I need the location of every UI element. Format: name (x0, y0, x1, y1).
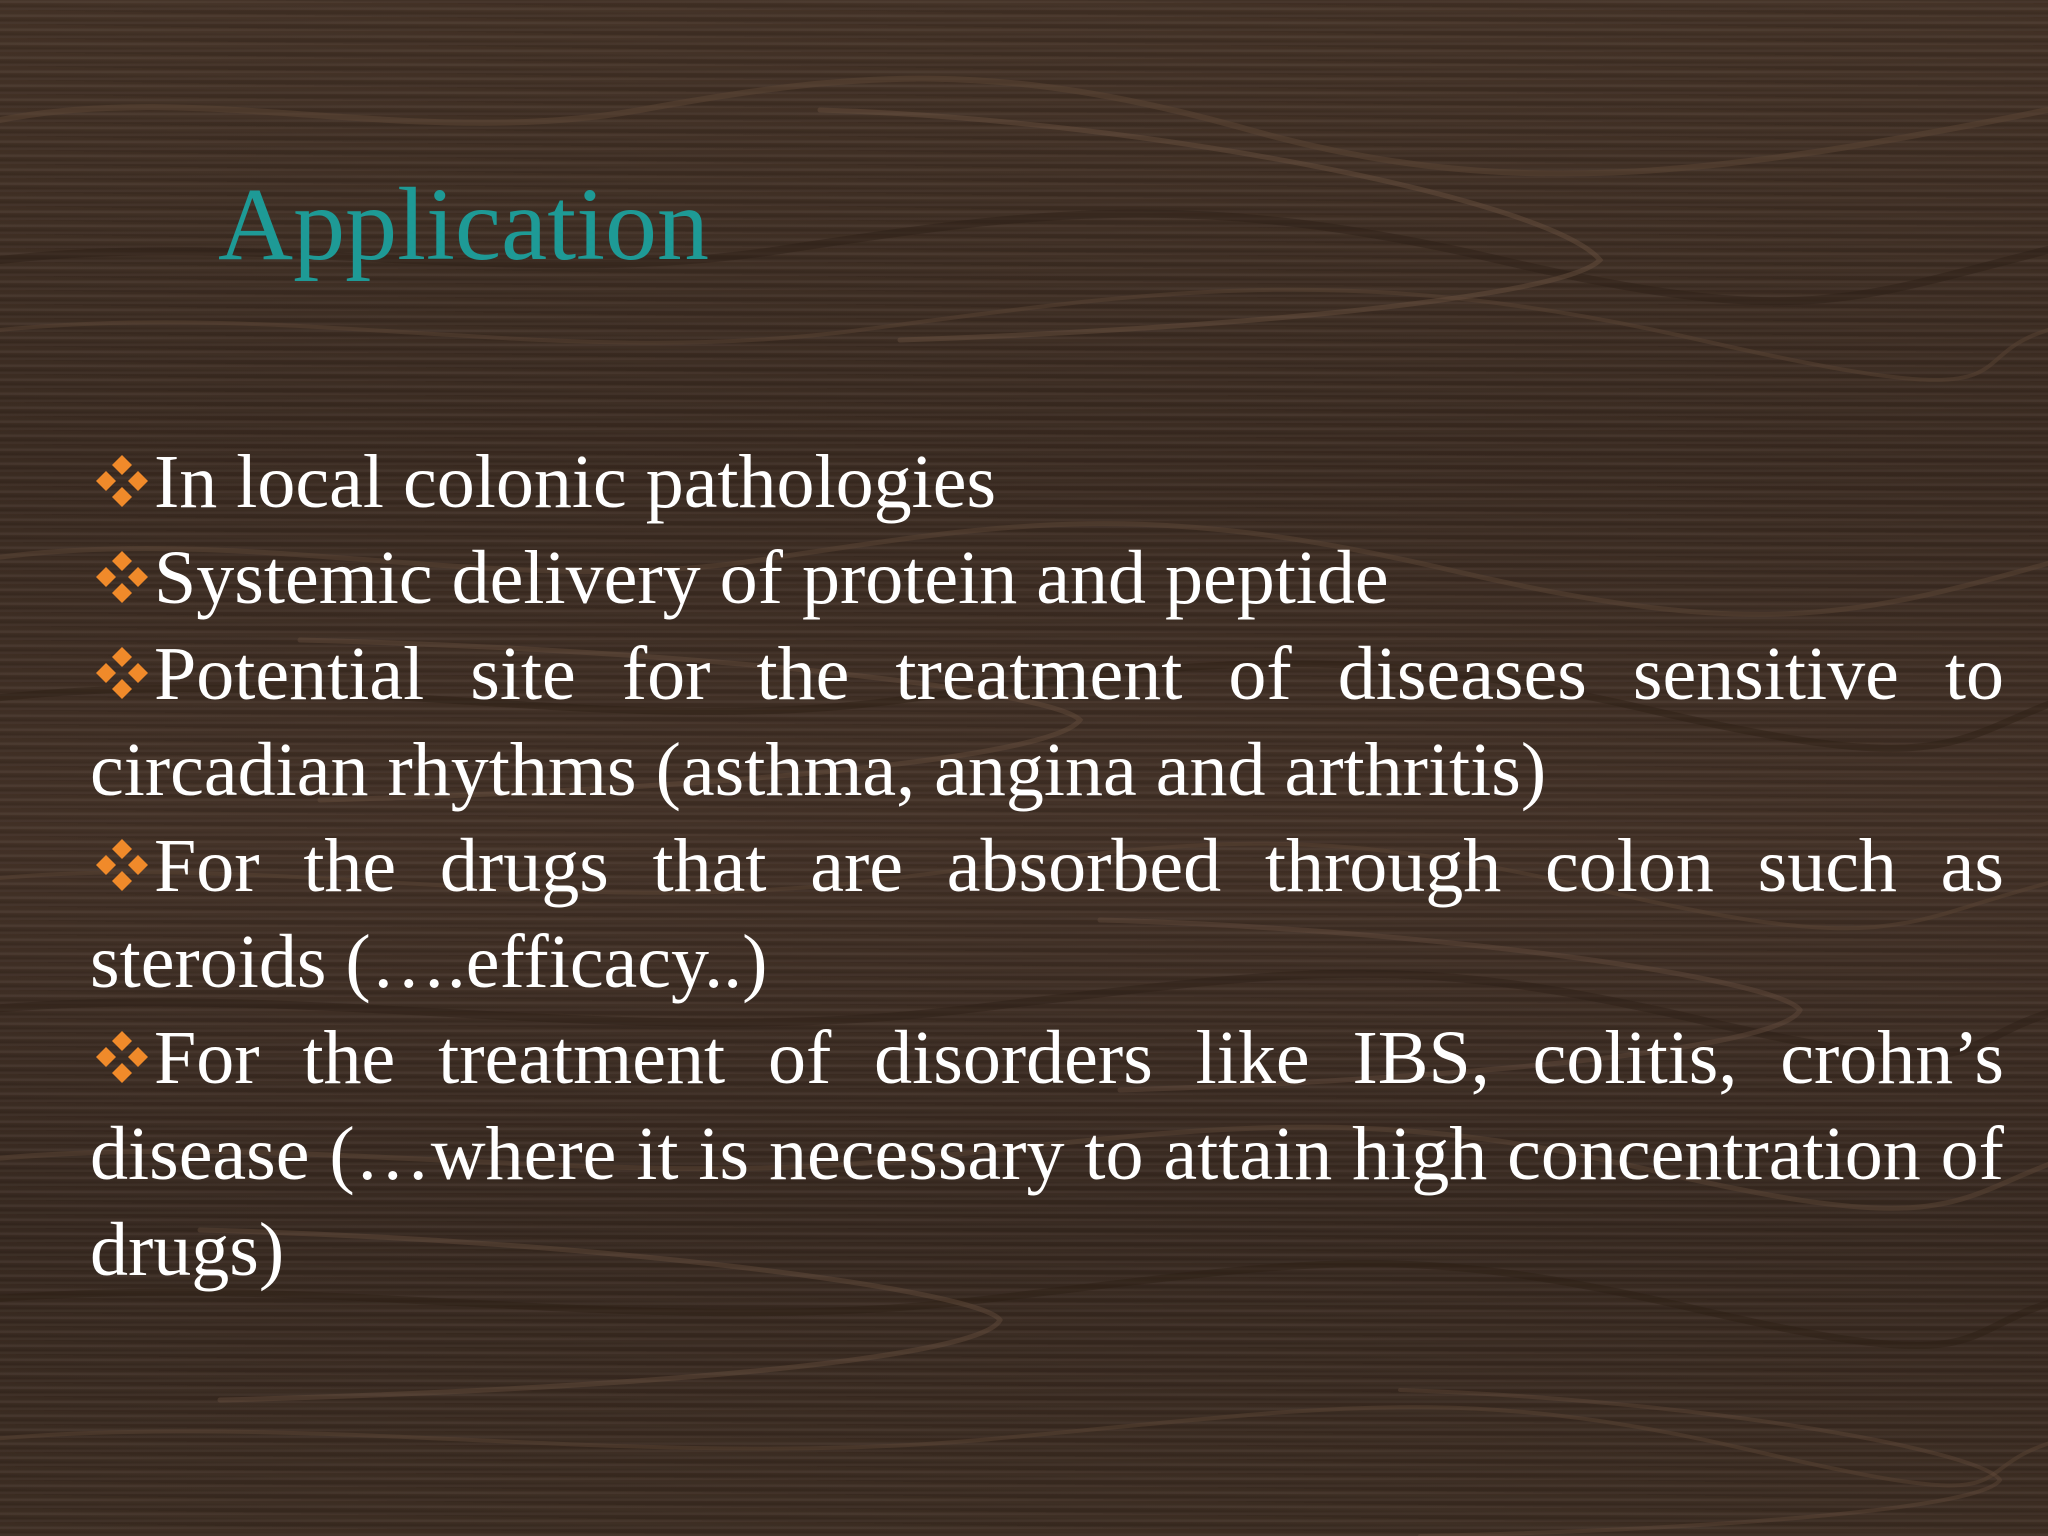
four-diamond-bullet-icon (90, 1025, 154, 1089)
list-item-text: For the drugs that are absorbed through colon such as steroids (….efficacy..) (90, 824, 2004, 1004)
list-item (90, 434, 2004, 530)
list-item-text: In local colonic pathologies (154, 440, 997, 524)
list-item (90, 1010, 2004, 1298)
list-item (90, 818, 2004, 1010)
bullet-list (90, 434, 2004, 1298)
list-item-text: Potential site for the treatment of diseases sensitive to circadian rhythms (asthma, angina and arthritis) (90, 632, 2004, 812)
list-item-text: For the treatment of disorders like IBS, colitis, crohn’s disease (…where it is necessary to attain high concentration of drugs) (90, 1016, 2004, 1292)
slide-title: Application (218, 167, 710, 282)
four-diamond-bullet-icon (90, 833, 154, 897)
list-item (90, 530, 2004, 626)
list-item (90, 626, 2004, 818)
four-diamond-bullet-icon (90, 641, 154, 705)
list-item-text: Systemic delivery of protein and peptide (154, 536, 1389, 620)
four-diamond-bullet-icon (90, 449, 154, 513)
four-diamond-bullet-icon (90, 545, 154, 609)
